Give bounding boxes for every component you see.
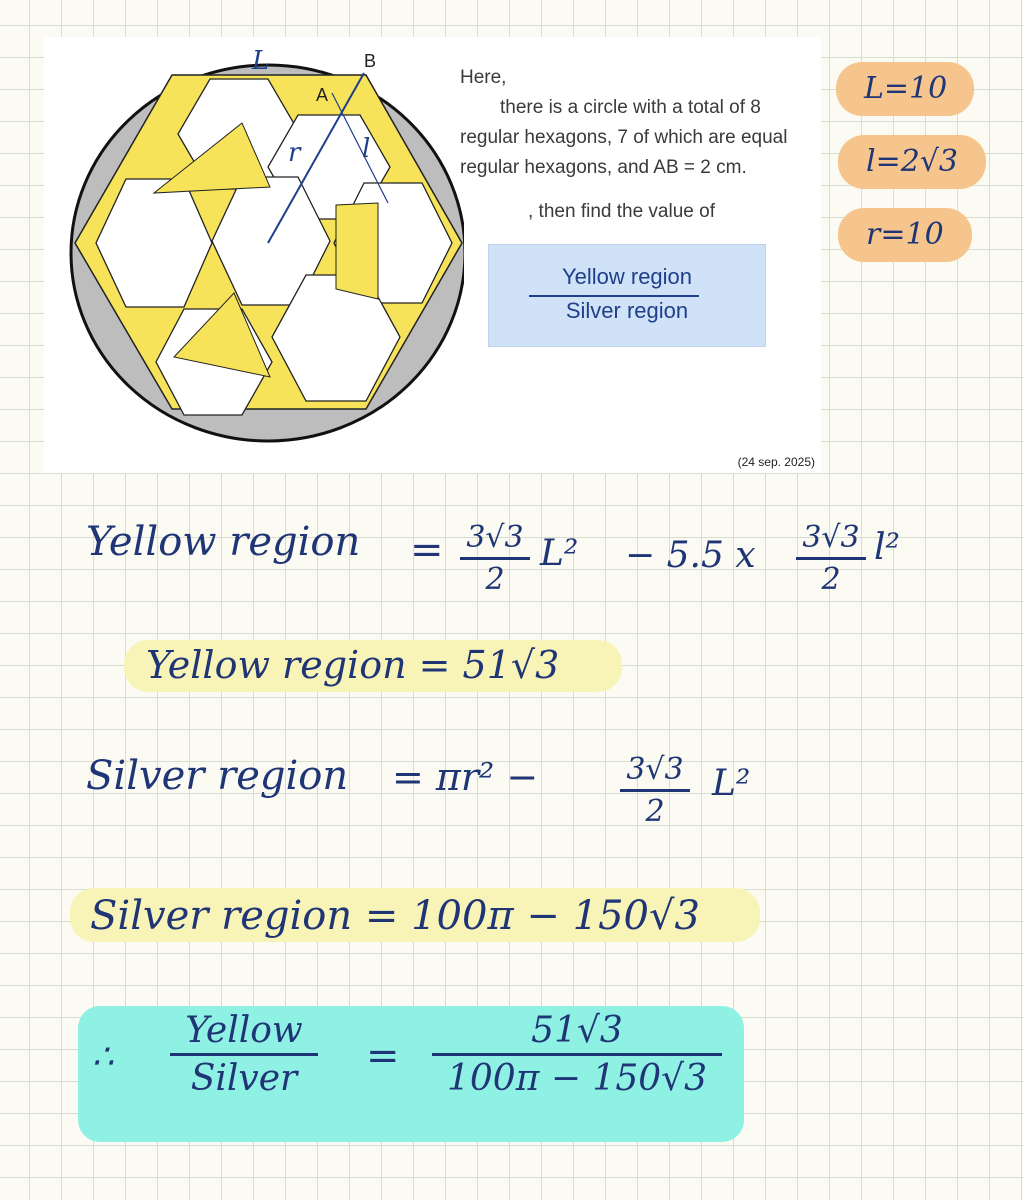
problem-text [460, 63, 820, 227]
problem-question: , then find the value of [528, 201, 715, 222]
eq5-lhs-den: Silver [190, 1058, 298, 1099]
ratio-bar [529, 295, 699, 297]
eq3-fraction-den: 2 [645, 794, 665, 829]
eq5-lhs-bar [170, 1053, 318, 1056]
ratio-box [488, 244, 766, 347]
eq3-mid: = πr² − [392, 755, 539, 799]
label-r: r [288, 138, 301, 168]
eq3-L-squared: L² [712, 763, 751, 804]
eq1-fraction2-num: 3√3 [802, 520, 860, 555]
eq1-equals: = [410, 527, 444, 573]
eq5-equals: = [366, 1033, 400, 1079]
problem-statement: there is a circle with a total of 8 regular hexagons, 7 of which are equal regular hexagons, and AB = 2 cm. [460, 97, 788, 178]
eq1-minus: − 5.5 x [625, 535, 756, 576]
label-L: L [252, 46, 270, 76]
eq5-rhs-den: 100π − 150√3 [447, 1058, 707, 1099]
eq4: Silver region = 100π − 150√3 [90, 893, 700, 939]
eq3-lhs: Silver region [86, 753, 349, 799]
eq1-fraction-bar [460, 557, 530, 560]
label-l: l [362, 134, 371, 164]
eq1-l-squared: l² [874, 527, 900, 568]
label-A: A [316, 85, 329, 105]
eq3-fraction-bar [620, 789, 690, 792]
eq5-rhs-bar [432, 1053, 722, 1056]
eq1-L-squared: L² [540, 533, 579, 574]
eq3-fraction [620, 752, 690, 829]
label-B: B [364, 51, 377, 71]
eq5-lhs-num: Yellow [185, 1010, 303, 1051]
problem-intro: Here, [460, 67, 507, 88]
eq1-fraction-den: 2 [485, 562, 505, 597]
ratio-numerator: Yellow region [561, 264, 693, 289]
given-L: L=10 [836, 62, 974, 116]
eq1-lhs: Yellow region [86, 519, 361, 565]
eq5-rhs-num: 51√3 [531, 1010, 623, 1051]
eq2: Yellow region = 51√3 [146, 643, 560, 687]
date-stamp: (24 sep. 2025) [737, 455, 815, 469]
eq1-fraction2-bar [796, 557, 866, 560]
circle-hexagon-figure [44, 37, 464, 473]
eq5-lhs-fraction [170, 1010, 318, 1099]
given-l: l=2√3 [838, 135, 986, 189]
ratio-denominator: Silver region [565, 298, 689, 323]
eq1-fraction2 [796, 520, 866, 597]
problem-card [44, 37, 821, 473]
therefore-symbol: ∴ [92, 1037, 114, 1077]
eq1-fraction [460, 520, 530, 597]
eq1-fraction-num: 3√3 [466, 520, 524, 555]
eq5-rhs-fraction [432, 1010, 722, 1099]
given-r: r=10 [838, 208, 972, 262]
eq1-fraction2-den: 2 [821, 562, 841, 597]
eq3-fraction-num: 3√3 [626, 752, 684, 787]
